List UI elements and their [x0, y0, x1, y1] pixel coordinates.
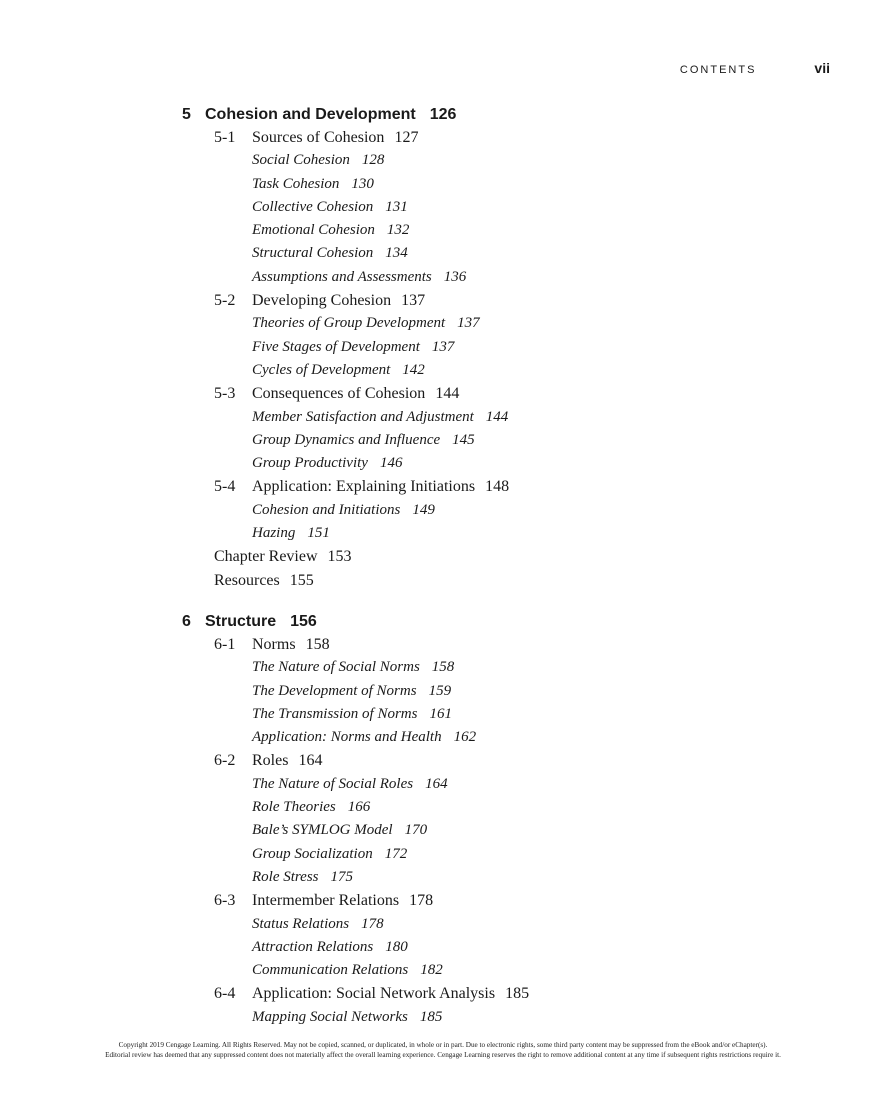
subsection-title: Theories of Group Development	[252, 315, 446, 332]
table-of-contents	[182, 103, 822, 1047]
subsection-entry	[182, 219, 822, 242]
subsection-page: 172	[384, 845, 408, 862]
subsection-page: 149	[412, 501, 435, 518]
subsection-page: 164	[425, 775, 448, 792]
section-title: Application: Social Network Analysis	[252, 985, 496, 1003]
subsection-page: 145	[452, 431, 475, 448]
subsection-entry	[182, 680, 822, 703]
subsection-page: 130	[351, 175, 374, 192]
chapter-number: 5	[182, 106, 191, 123]
subsection-page: 128	[361, 152, 385, 169]
subsection-entry	[182, 773, 822, 796]
subsection-page: 137	[457, 315, 480, 332]
subsection-entry	[182, 149, 822, 172]
running-head	[680, 60, 830, 76]
subsection-entry	[182, 959, 822, 982]
section-entry	[182, 475, 822, 498]
subsection-title: Status Relations	[252, 915, 350, 932]
subsection-entry	[182, 522, 822, 545]
subsection-page: 142	[402, 361, 425, 378]
section-page: 148	[485, 478, 510, 496]
subsection-page: 136	[443, 268, 467, 285]
subsection-page: 137	[431, 338, 455, 355]
misc-title: Resources	[214, 571, 280, 589]
subsection-title: The Nature of Social Norms	[252, 659, 420, 676]
subsection-title: The Nature of Social Roles	[252, 775, 414, 792]
misc-page: 153	[327, 548, 352, 566]
section-title: Sources of Cohesion	[252, 129, 385, 146]
misc-title: Chapter Review	[214, 548, 318, 566]
chapter	[182, 610, 822, 1029]
section-title: Norms	[252, 635, 296, 653]
subsection-page: 158	[431, 659, 455, 676]
subsection-entry	[182, 796, 822, 819]
subsection-title: Hazing	[252, 525, 296, 542]
subsection-entry	[182, 312, 822, 335]
section-number: 5-1	[214, 129, 236, 146]
subsection-entry	[182, 359, 822, 382]
section-title: Consequences of Cohesion	[252, 385, 426, 403]
subsection-page: 178	[361, 915, 384, 932]
section-number: 6-1	[214, 635, 236, 653]
section-entry	[182, 889, 822, 912]
subsection-entry	[182, 819, 822, 842]
subsection-entry	[182, 726, 822, 749]
section-title: Roles	[252, 752, 289, 770]
chapter-heading	[182, 610, 822, 633]
subsection-title: The Transmission of Norms	[252, 705, 418, 722]
section-page: 127	[394, 129, 419, 146]
copyright-line-2: Editorial review has deemed that any suppressed content does not materially affect the overall learning experience. Cengage Learning reserves the right to remove additional content at any time if subsequent rights restrictions require it.	[105, 1051, 781, 1059]
section-page: 178	[409, 892, 434, 910]
subsection-title: Group Productivity	[252, 455, 368, 472]
copyright-footer	[0, 1040, 886, 1060]
misc-entry	[182, 545, 822, 568]
subsection-entry	[182, 843, 822, 866]
subsection-title: Application: Norms and Health	[252, 729, 442, 746]
chapter-page: 156	[290, 612, 317, 630]
section-entry	[182, 633, 822, 656]
chapter-number: 6	[182, 612, 191, 630]
running-head-label: CONTENTS	[679, 64, 757, 76]
chapter-title: Cohesion and Development	[205, 106, 416, 123]
chapter	[182, 103, 822, 592]
subsection-title: Social Cohesion	[252, 152, 350, 169]
subsection-title: Structural Cohesion	[252, 245, 374, 262]
subsection-entry	[182, 499, 822, 522]
subsection-page: 161	[429, 705, 452, 722]
section-entry	[182, 982, 822, 1005]
section-page: 164	[298, 752, 323, 770]
subsection-entry	[182, 429, 822, 452]
subsection-title: Role Stress	[252, 868, 319, 885]
subsection-page: 132	[386, 222, 410, 239]
subsection-title: Cycles of Development	[252, 361, 391, 378]
subsection-title: Attraction Relations	[252, 938, 374, 955]
subsection-entry	[182, 266, 822, 289]
subsection-title: The Development of Norms	[252, 682, 417, 699]
subsection-page: 144	[485, 408, 509, 425]
section-page: 144	[435, 385, 460, 403]
subsection-page: 151	[307, 525, 330, 542]
section-page: 185	[505, 985, 530, 1003]
misc-page: 155	[289, 571, 314, 589]
subsection-entry	[182, 406, 822, 429]
subsection-title: Collective Cohesion	[252, 198, 374, 215]
section-number: 5-3	[214, 385, 236, 403]
section-entry	[182, 382, 822, 405]
section-entry	[182, 289, 822, 312]
subsection-entry	[182, 703, 822, 726]
subsection-entry	[182, 336, 822, 359]
section-entry	[182, 126, 822, 149]
subsection-page: 162	[453, 729, 477, 746]
subsection-entry	[182, 452, 822, 475]
subsection-title: Task Cohesion	[252, 175, 340, 192]
subsection-title: Assumptions and Assessments	[252, 268, 432, 285]
subsection-page: 180	[385, 938, 408, 955]
subsection-page: 175	[330, 868, 354, 885]
subsection-page: 134	[385, 245, 408, 262]
section-number: 5-2	[214, 292, 236, 310]
section-page: 137	[401, 292, 426, 310]
section-number: 6-2	[214, 752, 236, 770]
subsection-page: 159	[428, 682, 452, 699]
subsection-page: 185	[419, 1008, 443, 1025]
subsection-title: Member Satisfaction and Adjustment	[252, 408, 474, 425]
subsection-entry	[182, 913, 822, 936]
subsection-page: 131	[385, 198, 408, 215]
section-number: 5-4	[214, 478, 236, 496]
subsection-title: Group Dynamics and Influence	[252, 431, 441, 448]
subsection-title: Mapping Social Networks	[252, 1008, 408, 1025]
subsection-entry	[182, 656, 822, 679]
chapter-heading	[182, 103, 822, 126]
subsection-entry	[182, 936, 822, 959]
section-number: 6-3	[214, 892, 236, 910]
copyright-line-1: Copyright 2019 Cengage Learning. All Rights Reserved. May not be copied, scanned, or duplicated, in whole or in part. Due to electronic rights, some third party content may be suppressed from the eBook and/or eChapter(s).	[118, 1041, 768, 1049]
page-number: vii	[814, 60, 830, 76]
subsection-title: Role Theories	[252, 799, 336, 816]
chapter-page: 126	[429, 106, 457, 123]
subsection-entry	[182, 196, 822, 219]
subsection-title: Communication Relations	[252, 962, 409, 979]
section-title: Developing Cohesion	[252, 292, 392, 310]
subsection-page: 146	[379, 455, 403, 472]
subsection-title: Group Socialization	[252, 845, 373, 862]
section-page: 158	[305, 635, 330, 653]
subsection-page: 166	[347, 799, 371, 816]
subsection-page: 182	[420, 962, 443, 979]
subsection-title: Cohesion and Initiations	[252, 501, 401, 518]
section-number: 6-4	[214, 985, 236, 1003]
subsection-entry	[182, 242, 822, 265]
subsection-entry	[182, 173, 822, 196]
misc-entry	[182, 569, 822, 592]
subsection-entry	[182, 1006, 822, 1029]
subsection-page: 170	[404, 822, 428, 839]
section-entry	[182, 749, 822, 772]
section-title: Application: Explaining Initiations	[252, 478, 476, 496]
subsection-entry	[182, 866, 822, 889]
chapter-title: Structure	[205, 612, 277, 630]
subsection-title: Emotional Cohesion	[252, 222, 375, 239]
subsection-title: Bale’s SYMLOG Model	[252, 822, 393, 839]
subsection-title: Five Stages of Development	[252, 338, 420, 355]
section-title: Intermember Relations	[252, 892, 400, 910]
